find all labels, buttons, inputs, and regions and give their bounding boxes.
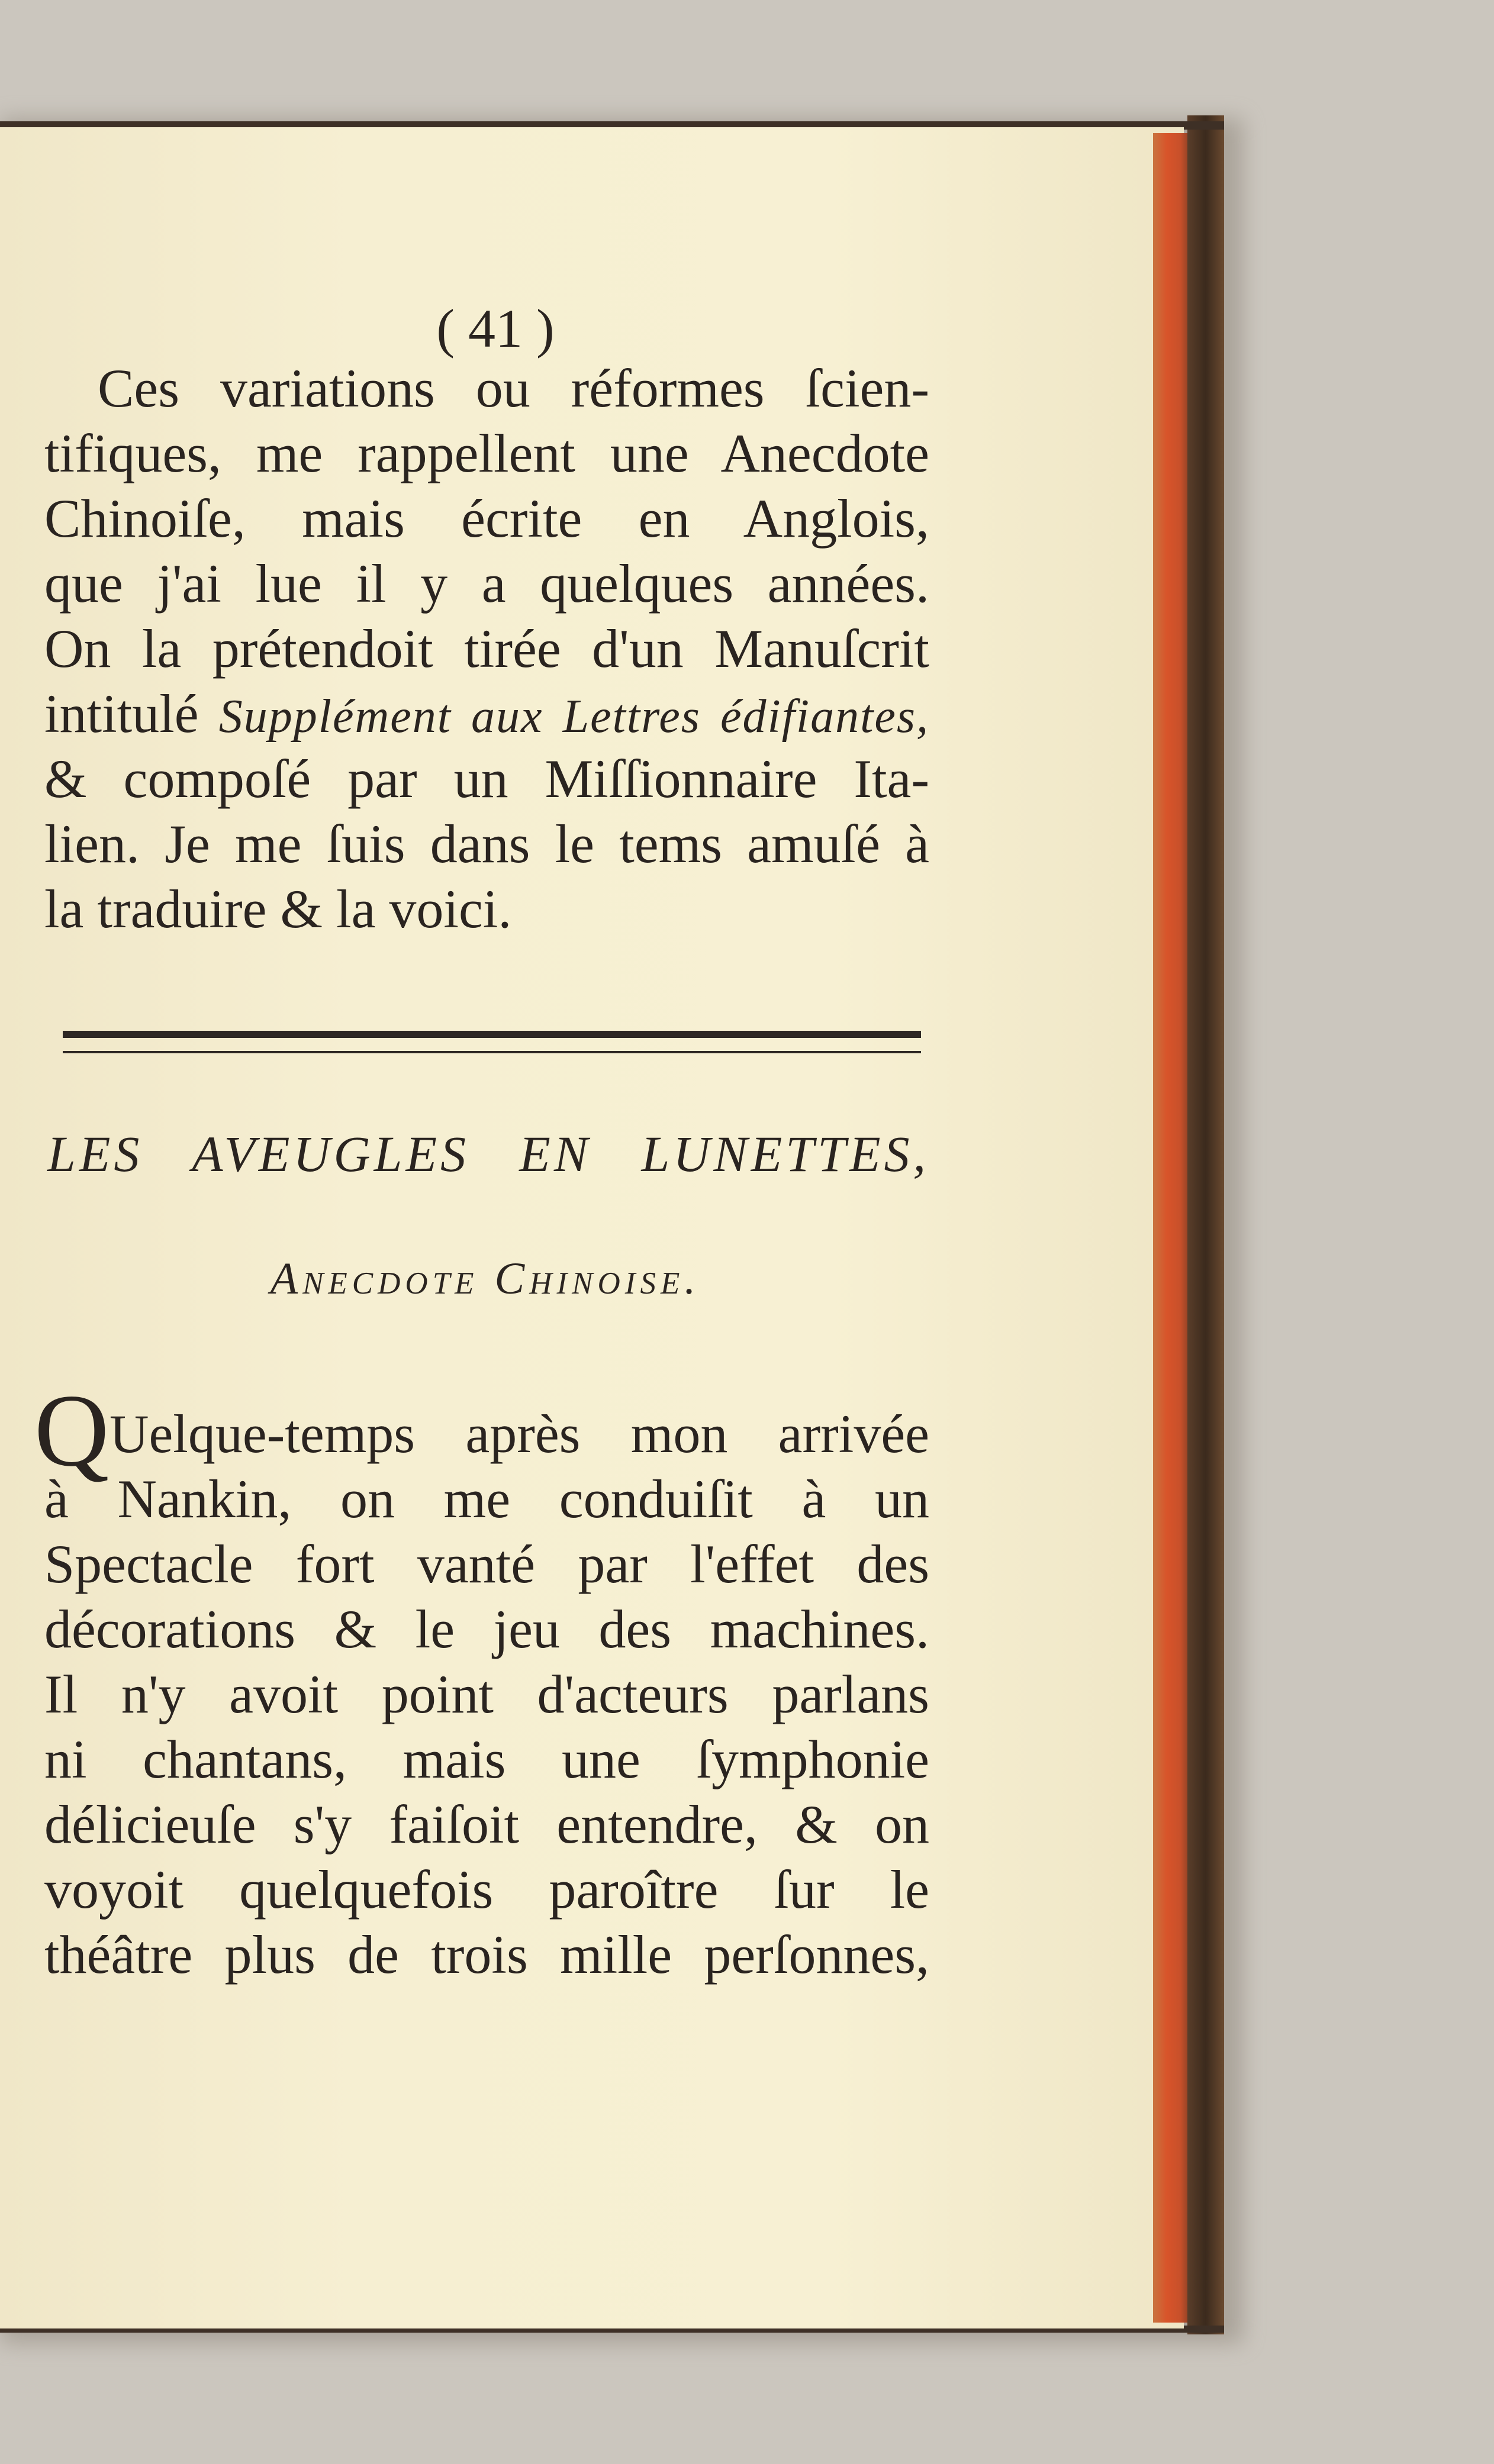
- text-line: ni chantans, mais une ſymphonie: [44, 1729, 929, 1789]
- text-line: lien. Je me ſuis dans le tems amuſé à: [44, 814, 929, 874]
- text-line: Chinoiſe, mais écrite en Anglois,: [44, 488, 929, 549]
- text-line: à Nankin, on me conduiſit à un: [44, 1469, 929, 1529]
- chapter-subtitle: Anecdote Chinoise.: [270, 1254, 701, 1304]
- chapter-title: LES AVEUGLES EN LUNETTES,: [47, 1125, 929, 1182]
- text-line: Il n'y avoit point d'acteurs parlans: [44, 1664, 929, 1724]
- text-line: Spectacle fort vanté par l'effet des: [44, 1534, 929, 1594]
- text-line: décorations & le jeu des machines.: [44, 1599, 929, 1659]
- page-number: ( 41 ): [436, 298, 555, 359]
- text-line: la traduire & la voici.: [44, 879, 512, 939]
- text-line: que j'ai lue il y a quelques années.: [44, 553, 929, 614]
- text-span: intitulé: [44, 683, 219, 744]
- paragraph-intro: [44, 356, 929, 941]
- text-line: & compoſé par un Miſſionnaire Ita-: [44, 749, 929, 809]
- text-line: Uelque-temps après mon arrivée: [110, 1404, 929, 1464]
- text-line: Ces variations ou réformes ſcien-: [98, 358, 929, 418]
- text-line: [44, 681, 929, 746]
- divider-rule-thin: [63, 1051, 921, 1053]
- text-line: théâtre plus de trois mille perſonnes,: [44, 1924, 929, 1985]
- text-line: tifiques, me rappellent une Anecdote: [44, 423, 929, 483]
- drop-cap: Q: [34, 1373, 110, 1488]
- book-spine: [1187, 115, 1224, 2334]
- text-line: délicieuſe s'y faiſoit entendre, & on: [44, 1794, 929, 1855]
- text-line: On la prétendoit tirée d'un Manuſcrit: [44, 618, 929, 679]
- text-line: voyoit quelquefois paroître ſur le: [44, 1859, 929, 1920]
- paragraph-story: [44, 1401, 929, 1987]
- page-edge-red: [1153, 133, 1187, 2323]
- divider-rule-thick: [63, 1031, 921, 1038]
- book-title-italic: Supplément aux Lettres édifiantes,: [218, 691, 930, 743]
